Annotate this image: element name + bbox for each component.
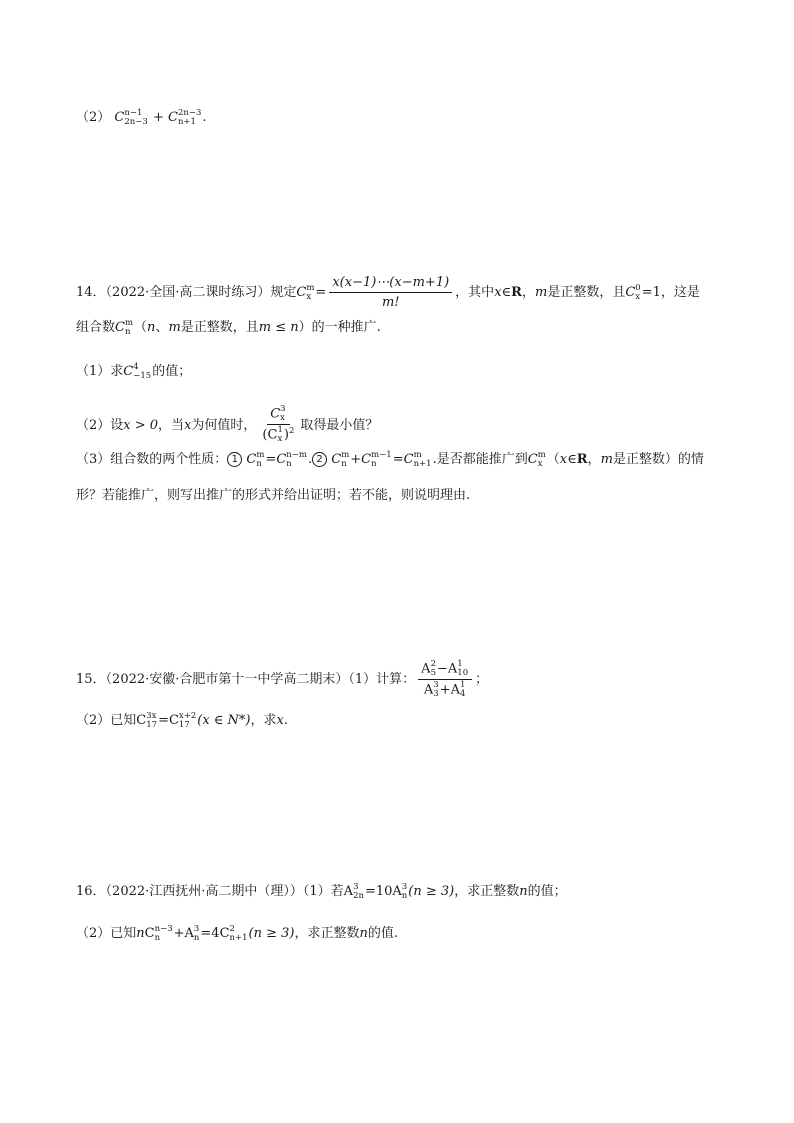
q13-part2: （2） C n−1 2n−3 + C 2n−3 n+1 . bbox=[76, 107, 207, 127]
q14-part3: （3）组合数的两个性质： 1 C m n =C n−m n . 2 C m n +C m−1 n =C m n+1 .是否都能推广到C m x （x∈R，m是正整数）的情 bbox=[76, 449, 704, 469]
q14-line2: 组合数C m n （n、m是正整数，且m ≤ n）的一种推广. bbox=[76, 317, 381, 337]
q15-header-line: 15．（2022·安徽·合肥市第十一中学高二期末）（1）计算： A 2 5 −A 1 10 A 3 3 +A 1 4 ； bbox=[76, 659, 489, 699]
q14-part1: （1）求C 4 −15 的值； bbox=[76, 361, 192, 381]
q13-part2-label: （2） bbox=[76, 110, 111, 125]
q14-source: 14．（2022·全国·高二课时练习）规定 bbox=[76, 285, 297, 300]
q16-header-line: 16．（2022·江西抚州·高二期中（理））（1）若A 3 2n =10A 3 n (n ≥ 3)，求正整数n的值； bbox=[76, 881, 567, 901]
q15-source: 15．（2022·安徽·合肥市第十一中学高二期末）（1）计算： bbox=[76, 672, 416, 687]
q14-part2-fraction: C 3 x (C 1 x )$^2$ bbox=[262, 404, 295, 444]
q14-definition-fraction: $\frac{x(x-1)\cdots(x-m+1)}{m!}$ bbox=[329, 274, 452, 311]
circled-number-1: 1 bbox=[227, 452, 242, 467]
q16-source: 16．（2022·江西抚州·高二期中（理））（1）若 bbox=[76, 884, 344, 899]
q14-part3-line2: 形？若能推广，则写出推广的形式并给出证明；若不能，则说明理由. bbox=[76, 488, 471, 503]
q16-part2: （2）已知nC n−3 n +A 3 n =4C 2 n+1 (n ≥ 3)，求正整数n的值. bbox=[76, 923, 399, 943]
q14-header-line: 14．（2022·全国·高二课时练习）规定C m x = $\frac{x(x-1)\cdots(x-m+1)}{m!}$ ，其中x∈R，m是正整数，且C 0 x =1，这是 bbox=[76, 275, 700, 310]
q15-fraction: A 2 5 −A 1 10 A 3 3 +A 1 4 bbox=[418, 660, 472, 699]
q15-part2: （2）已知C 3x 17 =C x+2 17 (x ∈ N*)，求x. bbox=[76, 710, 288, 730]
q14-part2: （2）设x > 0，当x为何值时， C 3 x (C 1 x )$^2$ 取得最小值？ bbox=[76, 404, 379, 444]
circled-number-2: 2 bbox=[312, 452, 327, 467]
